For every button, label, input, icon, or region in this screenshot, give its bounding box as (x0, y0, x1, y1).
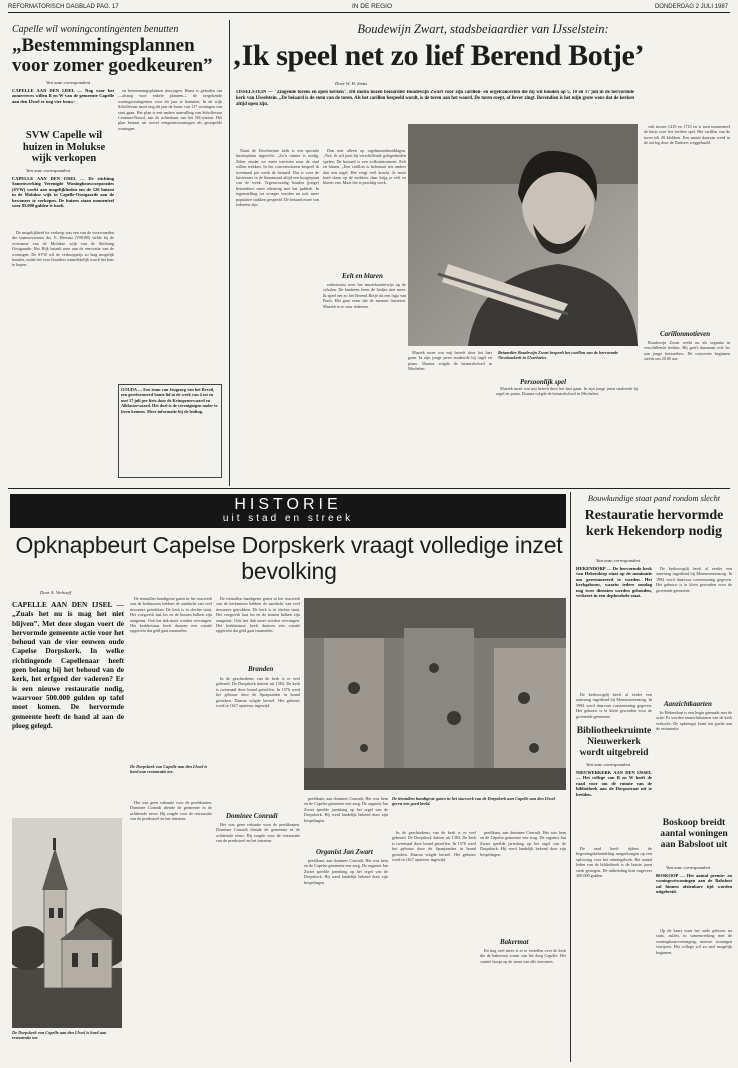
article1-lead: CAPELLE AAN DEN IJSEL — Nog voor het zomerreces willen B en W van de gemeente Capelle aan den IJssel er nog vier bouw- (12, 88, 114, 104)
beiaardier-portrait (408, 124, 638, 346)
feature-col1 (236, 148, 319, 481)
history-subhead-branden: Branden (248, 665, 274, 673)
history-banner-subtitle: uit stad en streek (222, 513, 354, 524)
church-caption: De Dorpskerk van Capelle aan den IJssel is hard aan restauratie toe. (12, 1030, 107, 1041)
library-headline: Bibliotheekruimte Nieuwerkerk wordt uitgebreid (576, 725, 652, 758)
library-byline: Van onze correspondent (586, 762, 630, 767)
history-col2b (130, 800, 212, 1060)
bouw-headline: Restauratie hervormde kerk Hekendorp nodig (584, 508, 724, 539)
notice-text: GOUDA — Een team van Jeugzorg van het Reveil, een gereformeerd bonte lid in de week van 4 tot en met 17 juli per fiets door de Krimpenerwaard en Alblasserwaard. Het doel is de verenigingen nader te leren kennen. Meer informatie bij de leiding. (121, 387, 218, 414)
history-col5-text: predikant, aan dominee Conradi. Het was hem en de Capelse gemeente een zorg. De organist Jan Zwart speelde jarenlang op het orgel van de Dorpskerk. Hij werd landelijk bekend door zijn bespelingen. (304, 858, 388, 885)
article2-byline: Van onze correspondent (26, 168, 70, 173)
article2-body-text: De mogelijkheid tot verkoop was een van de voorwaarden die staatssecretaris drs. E. Heerma (VROM) stelde bij de overname van de Molukse wijk van de Stichting Oostgaarde. Het Rijk betaalt mee aan de renovatie van de woningen. De SVW wil de verkoopprijs zo laag mogelijk houden, zodat het voor huurders aantrekkelijk wordt het huis te kopen. (12, 230, 114, 268)
church-photo (12, 818, 122, 1028)
article2-headline: SVW Capelle wil huizen in Molukse wijk verkopen (22, 130, 106, 164)
feature-col1-text: Naast de IJsselsteinse kerk is een speciale luisterplaats ingericht. „Zo'n ruimte is nodig. Zeker omdat we meer toeristen naar de stad willen trekken. In het concertseizoen bespeel ik tweemaal per week de beiaard. Dat is voor de luisteraars in de binnenstad altijd een hoogtepunt van de week. Tegenwoordig houden (jonge) beiaardiers meer rekening met het publiek. In tegenstelling tot vroeger worden nu ook meer populaire stukken gespeeld. De beiaard moet van iedereen zijn. (236, 148, 319, 208)
feature-col3-text: enthousiast over het muziekonderwijs op de scholen. De kinderen leren de liedjes niet meer. Ik speel net zo lief Berend Botje als een fuga van Bach. Het gaat erom dat de mensen luisteren. Muziek is er voor iedereen. (323, 282, 406, 309)
feature-caption: Beiaardier Boudewijn Zwart bespeelt het carillon van de hervormde Nicolaaskerk in IJsselstein. (498, 350, 619, 361)
babs-body-text: Op de kaart waar het oude gebouw nu staat, zullen, in samenwerking met de woningbouwvereniging, nieuwe woningen verrijzen. Het college wil zo snel mogelijk beginnen. (656, 928, 732, 955)
article1-body (118, 88, 222, 366)
church-illustration (12, 818, 122, 1028)
bouw-body-text: De kerkvoogdij heeft al eerder een aanvraag ingediend bij Monumentenzorg. In 1984 werd daarvoor toestemming gegeven. Het gebouw is te klein geworden voor de groeiende gemeente. (656, 566, 732, 593)
bouw-kicker: Bouwkundige staat pand rondom slecht (587, 494, 721, 503)
feature-subhead-eelt: Eelt en blaren (342, 272, 383, 280)
history-col2 (130, 596, 212, 758)
article1-body-text: en bestemmingsplannen doorjagen. Haast is geboden om —alsnog voor enkele plannen— de toegekende woningcontingenten voor dit jaar te benutten. In de wijk Schollevaar moet nog dit jaar de bouw van 117 woningen van start gaan. Het plan is een nadere aanvulling van Schollevaar Centrum-Noord, aan de achterkant van het NS-station. Het plan bestaat uit zowel eengezinswoningen als gestapelde woningen. (118, 88, 222, 131)
wall-illustration (304, 598, 566, 790)
feature-col5 (644, 124, 730, 324)
header-rule (8, 12, 730, 13)
article1-byline: Van onze correspondent (46, 80, 90, 85)
history-col3a-text: De tientallen handtgeste gaten in het stucwerk van de kerkmuren hebben de aandacht van veel inwoners getrokken. De kerk is in slechte staat. Het voegwerk laat los en de houten balken zijn aangetast. Ook het dak moet worden vervangen. Het kerkbestuur heeft daarom een comité opgericht dat geld gaat inzamelen. (216, 596, 300, 634)
beiaardier-photo (408, 124, 638, 346)
feature-col2 (323, 148, 406, 248)
feature-col4 (496, 386, 638, 480)
feature-col5-text: vult tussen 1419 en 1710 en is toen momenteel de basis voor het verdere spel. Het carillon van de toren telt 49 klokken. Een aantal daarvan werd in de oorlog door de Duitsers weggehaald. (644, 124, 730, 146)
feature-lead: IJSSELSTEIN — "Zingende torens en open kerken". Dit motto kozen beiaardier Boudewijn Zwart voor zijn carillon- en orgelconcerten die hij wil houden op 5, 10 en 17 juli in de hervormde kerk van IJsselstein. „De beiaard is de stem van de toren. Als het carillon bespeeld wordt, is de toren aan het woord. De toren roept, of liever zingt. Bovendien is het mijn grote wens dat de kerken altijd open zijn. (236, 90, 634, 107)
notice-box (118, 384, 222, 478)
history-col6 (480, 830, 566, 934)
column-divider (229, 20, 230, 486)
history-col4 (304, 796, 388, 844)
bouw-col1b-text: De kerkvoogdij heeft al eerder een aanvraag ingediend bij Monumentenzorg. In 1984 werd daarvoor toestemming gegeven. Het gebouw is te klein geworden voor de groeiende gemeente. (576, 692, 652, 719)
history-banner-title: HISTORIE (234, 496, 342, 513)
feature-headline: ‚Ik speel net zo lief Berend Botje’ (232, 39, 645, 72)
feature-byline: Door W. H. Smits (335, 81, 368, 86)
babs-byline: Van onze correspondent (666, 865, 710, 870)
feature-subhead-persoonlijk: Persoonlijk spel (520, 378, 567, 386)
column-divider-right (570, 492, 571, 1062)
bouw-lead: HEKENDORP — De hervormde kerk van Hekendorp staat op de nominatie om gerestaureerd te worden. Het kerkgebouw, waarin iedere zondag nog twee diensten worden gehouden, verkeert in een deplorabele staat. (576, 566, 652, 599)
history-byline: Door A. Verhoeff (40, 590, 72, 595)
history-col5 (392, 830, 476, 1060)
history-subhead-conradi: Dominee Conradi (226, 812, 278, 820)
wall-photo (304, 598, 566, 790)
section-rule (8, 488, 730, 489)
history-col6a-text: In de geschiedenis van de kerk is er veel gebeurd. De Dorpskerk dateert uit 1384. De kerk is tweemaal door brand getroffen. In 1576 werd het gebouw door de Spanjaarden in brand gestoken. Daarna volgde herstel. Het gebouw werd in 1617 opnieuw ingewijd. (392, 830, 476, 863)
feature-col4-text: Muziek moet wat mij betreft door het hart gaan. In zijn jonge jaren studeerde hij orgel en piano. Daarna volgde de beiaardschool in Mechelen. (408, 350, 492, 372)
history-caption-small: De Dorpskerk van Capelle aan den IJssel is hard aan restauratie toe. (130, 764, 208, 775)
babs-body (656, 928, 732, 1060)
history-col6-text: En nog veel meer is er te vertellen over de kerk die de bakermat vormt van het dorp Capelle. Het comité hoopt op de steun van alle inwoners. (480, 948, 566, 964)
feature-col6-text: Boudewijn Zwart werkt nu als organist in verschillende kerken. Hij geeft daarnaast ook les aan jonge beiaardiers. De concerten beginnen steeds om 20.00 uur. (644, 340, 730, 362)
feature-subhead-carillon: Carillonmotieven (660, 330, 711, 338)
feature-col4b-text: Muziek moet wat mij betreft door het hart gaan. In zijn jonge jaren studeerde hij orgel en piano. Daarna volgde de beiaardschool in Mechelen. (496, 386, 638, 397)
bouw-byline: Van onze correspondent (596, 558, 640, 563)
article1-kicker: Capelle wil woningcontingenten benutten (12, 24, 179, 35)
history-col3b (216, 676, 300, 806)
history-col5a-text: predikant, aan dominee Conradi. Het was hem en de Capelse gemeente een zorg. De organist Jan Zwart speelde jarenlang op het orgel van de Dorpskerk. Hij werd landelijk bekend door zijn bespelingen. (304, 796, 388, 823)
history-col4-text: Het was geen vakantie voor de predikanten. Dominee Conradi diende de gemeente in de achttiende eeuw. Hij zorgde voor de restauratie van de preekstoel en het interieur. (216, 822, 300, 844)
history-col6b-text: predikant, aan dominee Conradi. Het was hem en de Capelse gemeente een zorg. De organist Jan Zwart speelde jarenlang op het orgel van de Dorpskerk. Hij werd landelijk bekend door zijn bespelingen. (480, 830, 566, 857)
bouw-col1b (576, 692, 652, 722)
bouw-subhead: Aanzichtkaarten (664, 700, 712, 708)
section-title: IN DE REGIO (351, 3, 393, 10)
history-col4b (304, 858, 388, 1060)
history-col2-text: De tientallen handtgeste gaten in het stucwerk van de kerkmuren hebben de aandacht van veel inwoners getrokken. De kerk is in slechte staat. Het voegwerk laat los en de houten balken zijn aangetast. Ook het dak moet worden vervangen. Het kerkbestuur heeft daarom een comité opgericht dat geld gaat inzamelen. (130, 596, 212, 634)
article1-headline: „Bestemmingsplannen voor zomer goedkeuren” (12, 35, 213, 76)
history-col3c (216, 822, 300, 1060)
history-col3-text: In de geschiedenis van de kerk is er veel gebeurd. De Dorpskerk dateert uit 1384. De kerk is tweemaal door brand getroffen. In 1576 werd het gebouw door de Spanjaarden in brand gestoken. Daarna volgde herstel. Het gebouw werd in 1617 opnieuw ingewijd. (216, 676, 300, 709)
history-lead: CAPELLE AAN DEN IJSEL — „Zuals het nu is mag het niet blijven”. Met deze slogan voert de hervormde gemeente actie voor het behoud van de vier eeuwen oude Capelse Dorpskerk. In welke richtingende Capellenaar heeft geen belang bij het behoud van de kerk, het erfgoed der vaderen? Er is een nieuwe restauratie nodig, waarvoor 500.000 gulden op tafel moet komen. De hervormde gemeente heeft de hand al aan de ploeg gelegd. (12, 600, 124, 730)
history-banner (10, 494, 566, 528)
babs-lead: BOSKOOP — Het aantal premie- en woningwetwoningen aan de Babsloot zal binnen afzienbare tijd worden uitgebreid. (656, 873, 732, 895)
bouw-col2 (656, 566, 732, 696)
feature-col2-text: Dan met alleen op orgelmuziekmiddagen. „Nee, ik wil juist bij verschillende gelegenheden spelen. De beiaard is een volksinstrument. Eelt en blaren. „Een carillon is helemaal iets anders dan een orgel. Het vergt veel kracht. Je moet hard slaan op de stokken, daar krijg je eelt en blaren van. Maar het is prachtig werk. (323, 148, 406, 186)
history-headline: Opknapbeurt Capelse Dorpskerk vraagt volledige inzet bevolking (15, 532, 563, 584)
article2-body (12, 230, 114, 488)
history-col2b-text: Het was geen vakantie voor de predikanten. Dominee Conradi diende de gemeente in de achttiende eeuw. Hij zorgde voor de restauratie van de preekstoel en het interieur. (130, 800, 212, 822)
wall-caption: De tientallen handtgeste gaten in het stucwerk van de Dorpskerk aan Capelle aan den IJssel geven een goed beeld. (392, 796, 556, 807)
library-lead: NIEUWERKERK AAN DEN IJSSEL — Het college van B en W heeft de raad voor om de ruimte van de bibliotheek aan de Dorpsstraat uit te breiden. (576, 770, 652, 797)
history-col6b (480, 948, 566, 1060)
feature-col2b (323, 282, 406, 480)
library-body-text: De raad heeft tijdens de begrotingsbehandeling aangedrongen op een oplossing voor het ruimtegebrek. Het aantal leden van de bibliotheek is de laatste jaren sterk gestegen. De uitbreiding kost ongeveer 300.000 gulden. (576, 846, 652, 879)
history-subhead-organist: Organist Jan Zwart (316, 848, 373, 856)
feature-kicker: Boudewijn Zwart, stadsbeiaardier van IJsselstein: (357, 22, 609, 36)
history-subhead-bakermat: Bakermat (500, 938, 529, 946)
bouw-col2b (656, 710, 732, 814)
bouw-body2-text: In Hekendorp is een begin gemaakt met de actie. Er worden aanzichtkaarten van de kerk verkocht. De opbrengst komt ten goede aan de restauratie. (656, 710, 732, 732)
feature-col6 (644, 340, 730, 480)
feature-col3 (408, 350, 492, 480)
library-body (576, 846, 652, 1060)
babs-headline: Boskoop breidt aantal woningen aan Babsloot uit (660, 817, 728, 850)
date-line: DONDERDAG 2 JULI 1987 (654, 4, 728, 10)
history-col3 (216, 596, 300, 660)
article2-lead: CAPELLE AAN DEN IJSEL — De stichting Samenwerking Verenigde Woningbouwcorporaties (SVW) werkt aan mogelijkheden om de 126 huizen in de Molukse wijk in Capelle-Oostgaarde aan de bewoners te verkopen. De huizen staan momenteel voor 85.000 gulden te boek. (12, 176, 114, 209)
publication-name: REFORMATORISCH DAGBLAD PAG. 17 (8, 4, 119, 10)
